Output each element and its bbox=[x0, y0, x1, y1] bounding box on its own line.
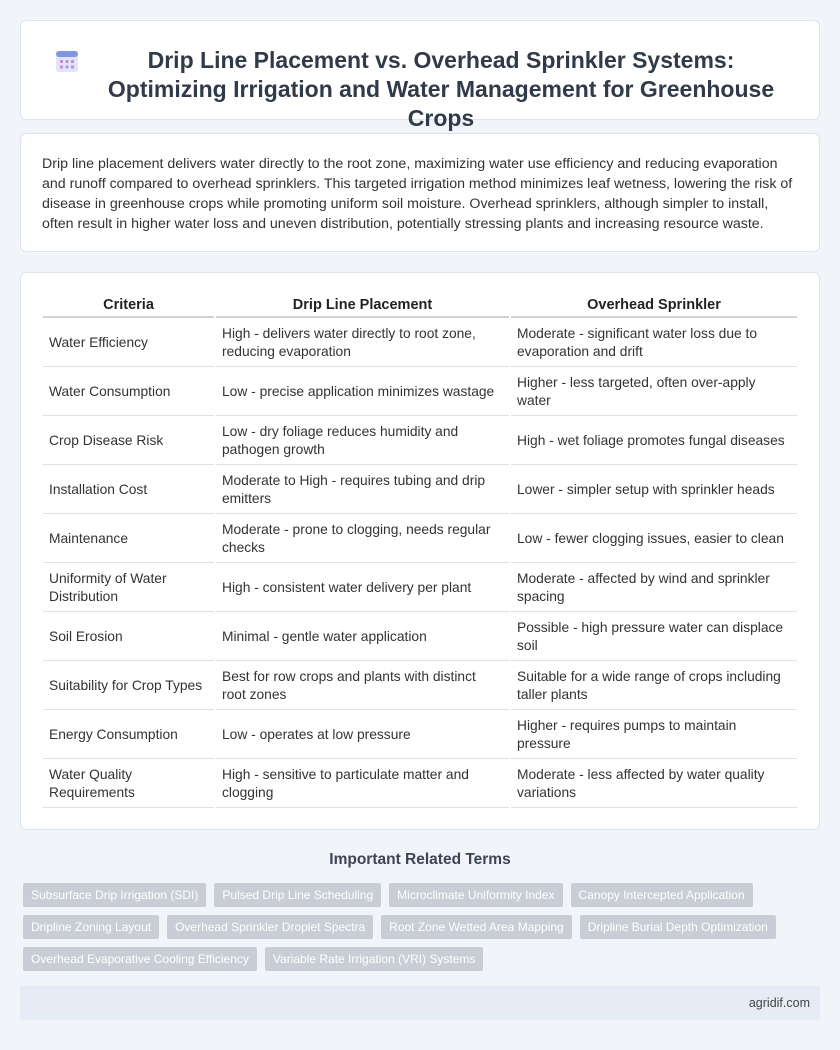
table-row bbox=[43, 711, 797, 759]
drip-cell: High - sensitive to particulate matter and clogging bbox=[216, 760, 509, 808]
term-tag[interactable]: Overhead Sprinkler Droplet Spectra bbox=[167, 915, 373, 939]
term-tag[interactable]: Microclimate Uniformity Index bbox=[389, 883, 562, 907]
drip-cell: High - consistent water delivery per plant bbox=[216, 564, 509, 612]
sprinkler-cell: Moderate - affected by wind and sprinkler spacing bbox=[511, 564, 797, 612]
calendar-grid-icon bbox=[54, 48, 80, 74]
table-row bbox=[43, 368, 797, 416]
table-row bbox=[43, 417, 797, 465]
term-tag[interactable]: Root Zone Wetted Area Mapping bbox=[381, 915, 572, 939]
drip-cell: Minimal - gentle water application bbox=[216, 613, 509, 661]
criteria-cell: Water Efficiency bbox=[43, 319, 214, 367]
sprinkler-cell: Higher - less targeted, often over-apply water bbox=[511, 368, 797, 416]
term-tag[interactable]: Canopy Intercepted Application bbox=[571, 883, 753, 907]
criteria-cell: Soil Erosion bbox=[43, 613, 214, 661]
term-tag[interactable]: Dripline Zoning Layout bbox=[23, 915, 159, 939]
comparison-table bbox=[41, 293, 799, 809]
term-tag[interactable]: Dripline Burial Depth Optimization bbox=[580, 915, 776, 939]
drip-cell: High - delivers water directly to root zone, reducing evaporation bbox=[216, 319, 509, 367]
drip-cell: Moderate - prone to clogging, needs regular checks bbox=[216, 515, 509, 563]
comparison-table-card bbox=[20, 272, 820, 830]
drip-cell: Moderate to High - requires tubing and drip emitters bbox=[216, 466, 509, 514]
criteria-cell: Suitability for Crop Types bbox=[43, 662, 214, 710]
related-terms-title: Important Related Terms bbox=[329, 851, 511, 868]
criteria-cell: Crop Disease Risk bbox=[43, 417, 214, 465]
intro-card bbox=[20, 133, 820, 252]
sprinkler-cell: Higher - requires pumps to maintain pressure bbox=[511, 711, 797, 759]
sprinkler-cell: High - wet foliage promotes fungal diseases bbox=[511, 417, 797, 465]
table-row bbox=[43, 466, 797, 514]
table-row bbox=[43, 760, 797, 808]
criteria-cell: Water Consumption bbox=[43, 368, 214, 416]
header-overhead-sprinkler: Overhead Sprinkler bbox=[511, 294, 797, 318]
table-row bbox=[43, 662, 797, 710]
page-title: Drip Line Placement vs. Overhead Sprinkler Systems: Optimizing Irrigation and Water Management for Greenhouse Crops bbox=[107, 47, 775, 131]
header-criteria: Criteria bbox=[43, 294, 214, 318]
table-row bbox=[43, 319, 797, 367]
criteria-cell: Installation Cost bbox=[43, 466, 214, 514]
criteria-cell: Maintenance bbox=[43, 515, 214, 563]
title-card bbox=[20, 20, 820, 131]
sprinkler-cell: Low - fewer clogging issues, easier to clean bbox=[511, 515, 797, 563]
intro-paragraph: Drip line placement delivers water directly to the root zone, maximizing water use efficiency and reducing evaporation and runoff compared to overhead sprinklers. This targeted irrigation method minimizes leaf wetness, lowering the risk of disease in greenhouse crops while promoting uniform soil moisture. Overhead sprinklers, although simpler to install, often result in higher water loss and uneven distribution, potentially stressing plants and increasing resource waste. bbox=[42, 156, 793, 232]
drip-cell: Best for row crops and plants with distinct root zones bbox=[216, 662, 509, 710]
sprinkler-cell: Moderate - significant water loss due to evaporation and drift bbox=[511, 319, 797, 367]
sprinkler-cell: Possible - high pressure water can displace soil bbox=[511, 613, 797, 661]
drip-cell: Low - operates at low pressure bbox=[216, 711, 509, 759]
header-drip-line: Drip Line Placement bbox=[216, 294, 509, 318]
sprinkler-cell: Lower - simpler setup with sprinkler heads bbox=[511, 466, 797, 514]
table-header-row bbox=[43, 294, 797, 318]
term-tag[interactable]: Pulsed Drip Line Scheduling bbox=[214, 883, 381, 907]
criteria-cell: Energy Consumption bbox=[43, 711, 214, 759]
table-row bbox=[43, 613, 797, 661]
drip-cell: Low - precise application minimizes wastage bbox=[216, 368, 509, 416]
drip-cell: Low - dry foliage reduces humidity and pathogen growth bbox=[216, 417, 509, 465]
table-row bbox=[43, 564, 797, 612]
criteria-cell: Uniformity of Water Distribution bbox=[43, 564, 214, 612]
sprinkler-cell: Suitable for a wide range of crops including taller plants bbox=[511, 662, 797, 710]
related-terms-list bbox=[23, 883, 823, 979]
footer bbox=[20, 986, 820, 1020]
table-row bbox=[43, 515, 797, 563]
footer-site-link[interactable]: agridif.com bbox=[748, 996, 810, 1010]
term-tag[interactable]: Overhead Evaporative Cooling Efficiency bbox=[23, 947, 257, 971]
term-tag[interactable]: Subsurface Drip Irrigation (SDI) bbox=[23, 883, 206, 907]
sprinkler-cell: Moderate - less affected by water quality variations bbox=[511, 760, 797, 808]
term-tag[interactable]: Variable Rate Irrigation (VRI) Systems bbox=[265, 947, 484, 971]
criteria-cell: Water Quality Requirements bbox=[43, 760, 214, 808]
